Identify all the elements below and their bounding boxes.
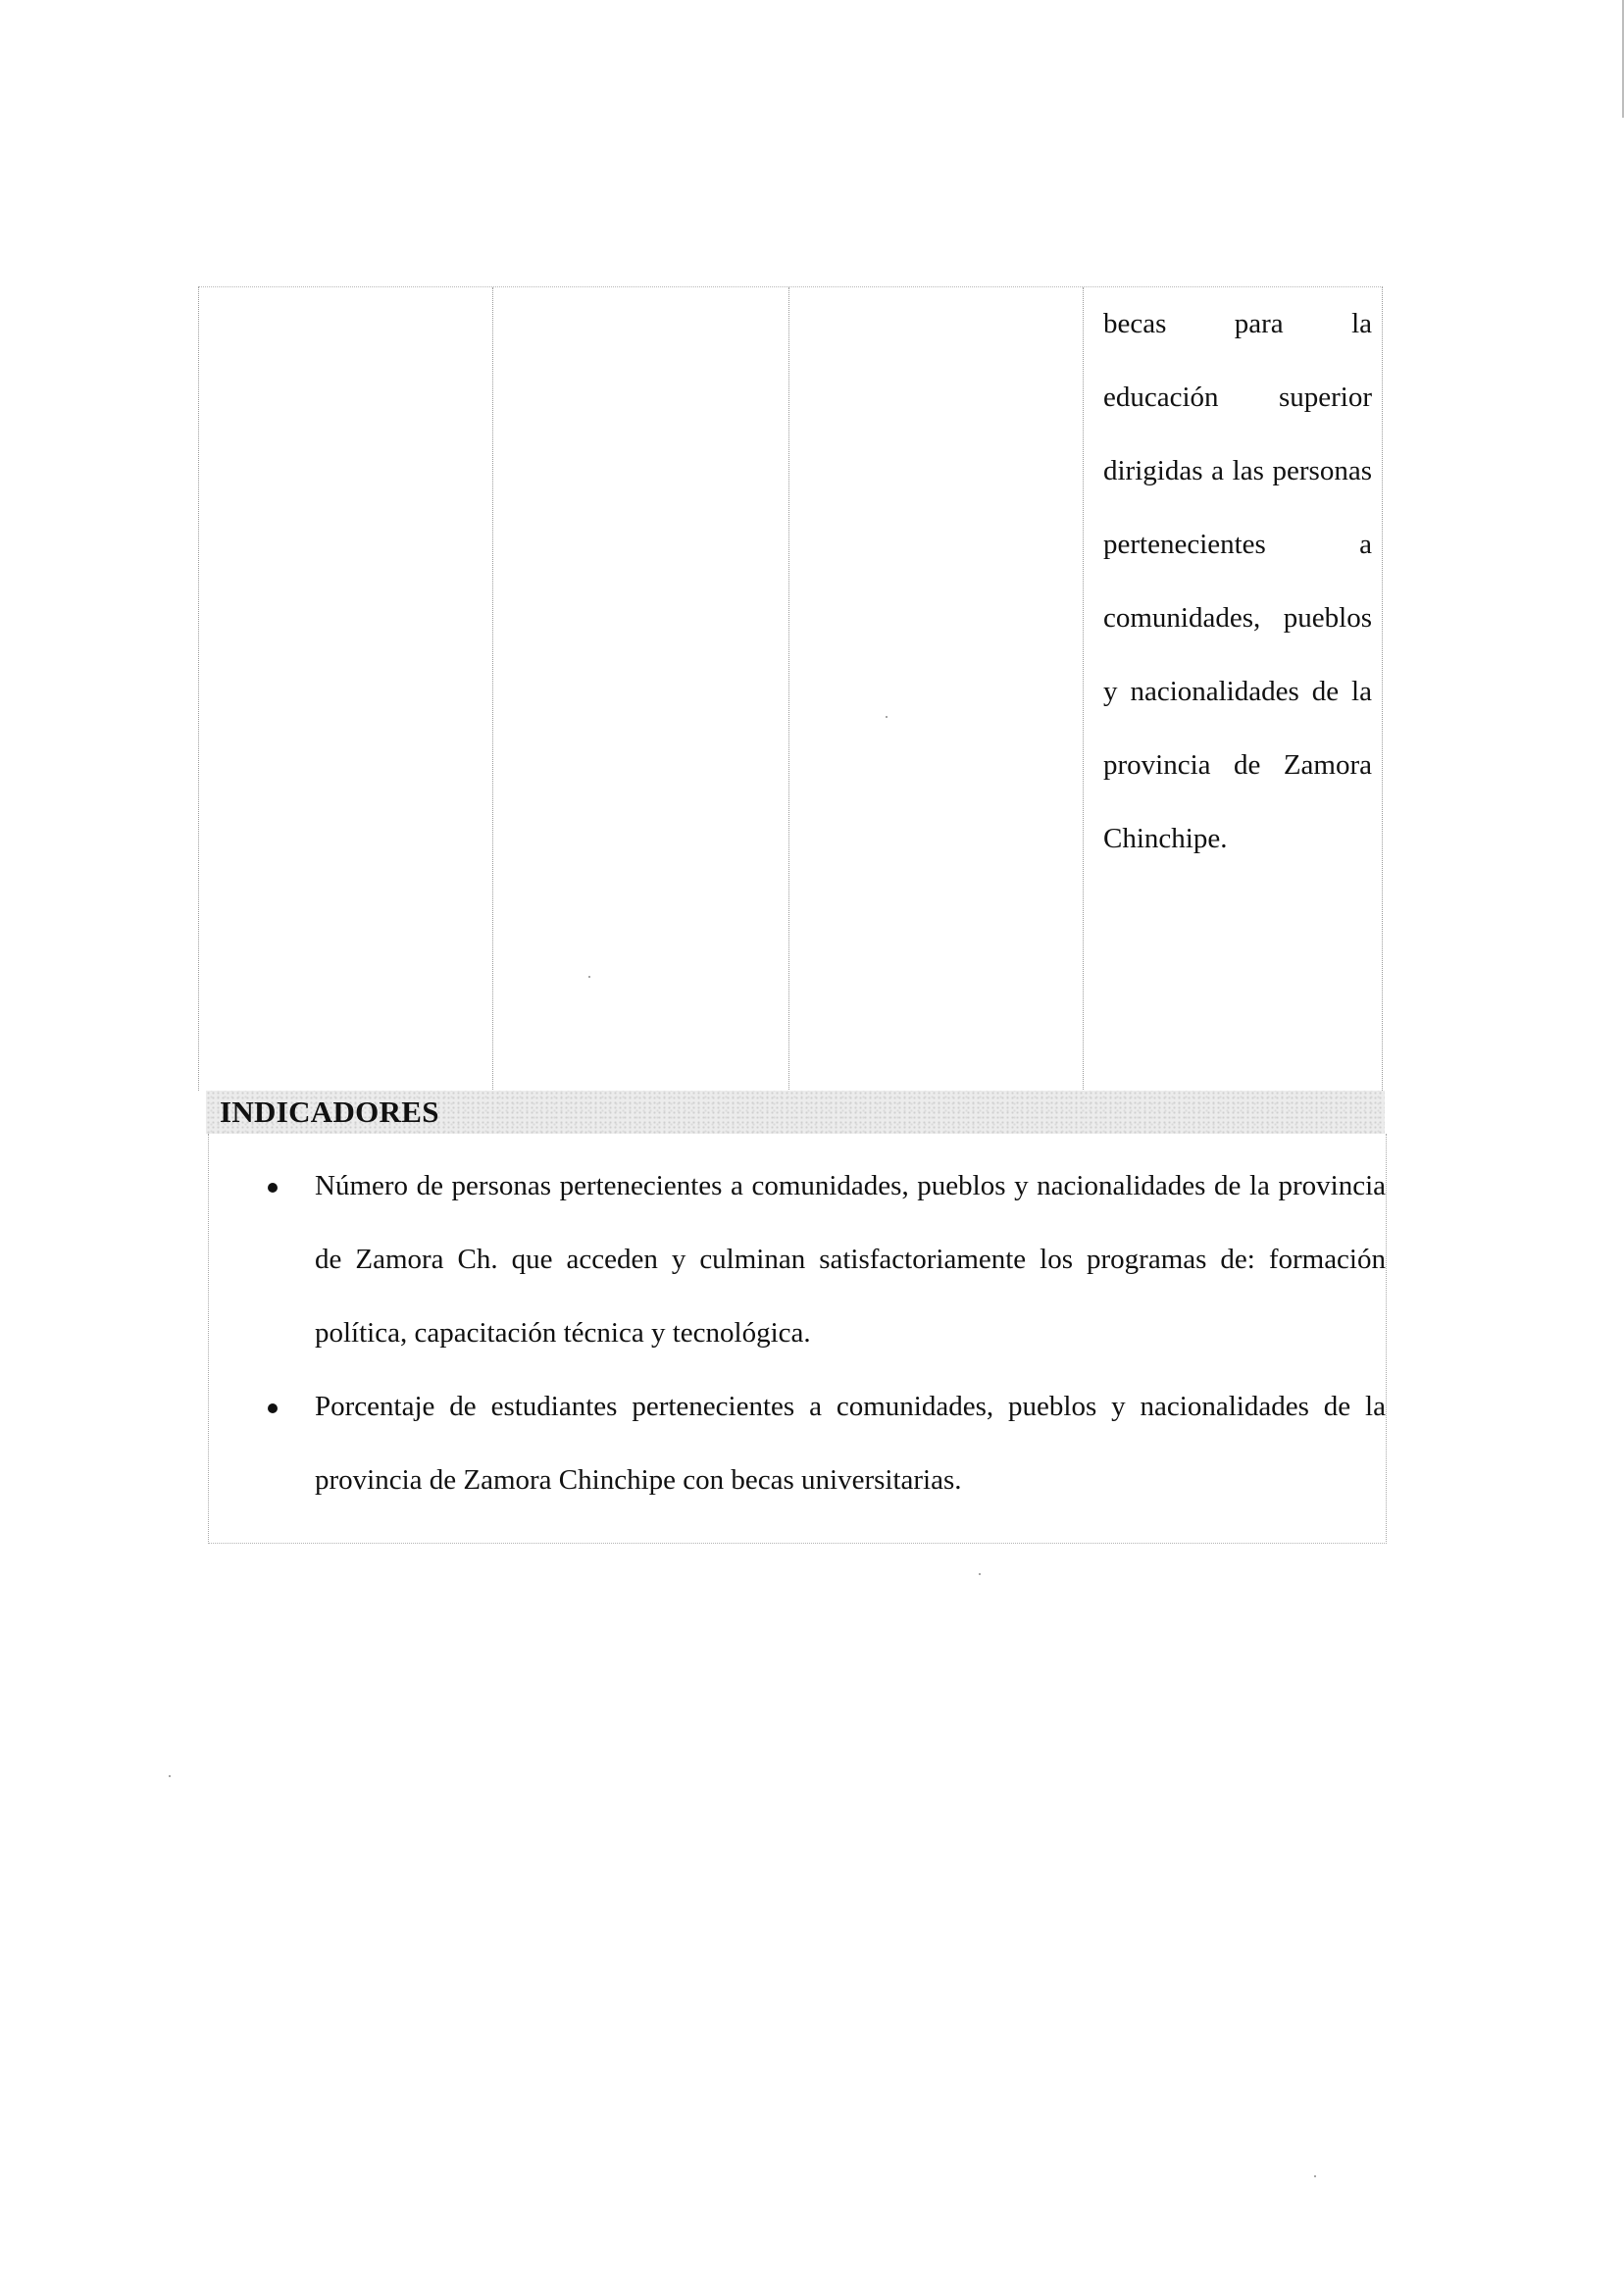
indicators-body	[208, 1134, 1387, 1544]
column-4-text: becas para la educación superior dirigidas a las personas pertenecientes a comunidades, pueblos y nacionalidades de la provincia de Zamora Chinchipe.	[1103, 308, 1372, 854]
scan-speck	[1314, 2175, 1316, 2177]
indicator-text: Porcentaje de estudiantes pertenecientes a comunidades, pueblos y nacionalidades de la provincia de Zamora Chinchipe con becas universitarias.	[315, 1391, 1386, 1496]
bullet-icon	[268, 1183, 278, 1193]
bullet-icon	[268, 1403, 278, 1413]
indicators-header	[206, 1091, 1385, 1134]
scan-speck	[588, 976, 590, 978]
indicators-list	[209, 1149, 1386, 1517]
indicators-title: INDICADORES	[220, 1095, 439, 1129]
indicator-item	[209, 1370, 1386, 1517]
indicator-text: Número de personas pertenecientes a comunidades, pueblos y nacionalidades de la provincia de Zamora Ch. que acceden y culminan satisfactoriamente los programas de: formación política, capacitación técnica y tecnológica.	[315, 1170, 1386, 1349]
indicator-item	[209, 1149, 1386, 1370]
objectives-table	[198, 286, 1383, 1091]
scan-speck	[979, 1573, 981, 1575]
scan-speck	[886, 716, 888, 718]
table-column-2	[493, 287, 789, 1092]
table-column-3	[789, 287, 1084, 1092]
scan-speck	[169, 1775, 171, 1777]
table-column-1	[199, 287, 493, 1092]
table-column-4	[1084, 287, 1382, 1092]
